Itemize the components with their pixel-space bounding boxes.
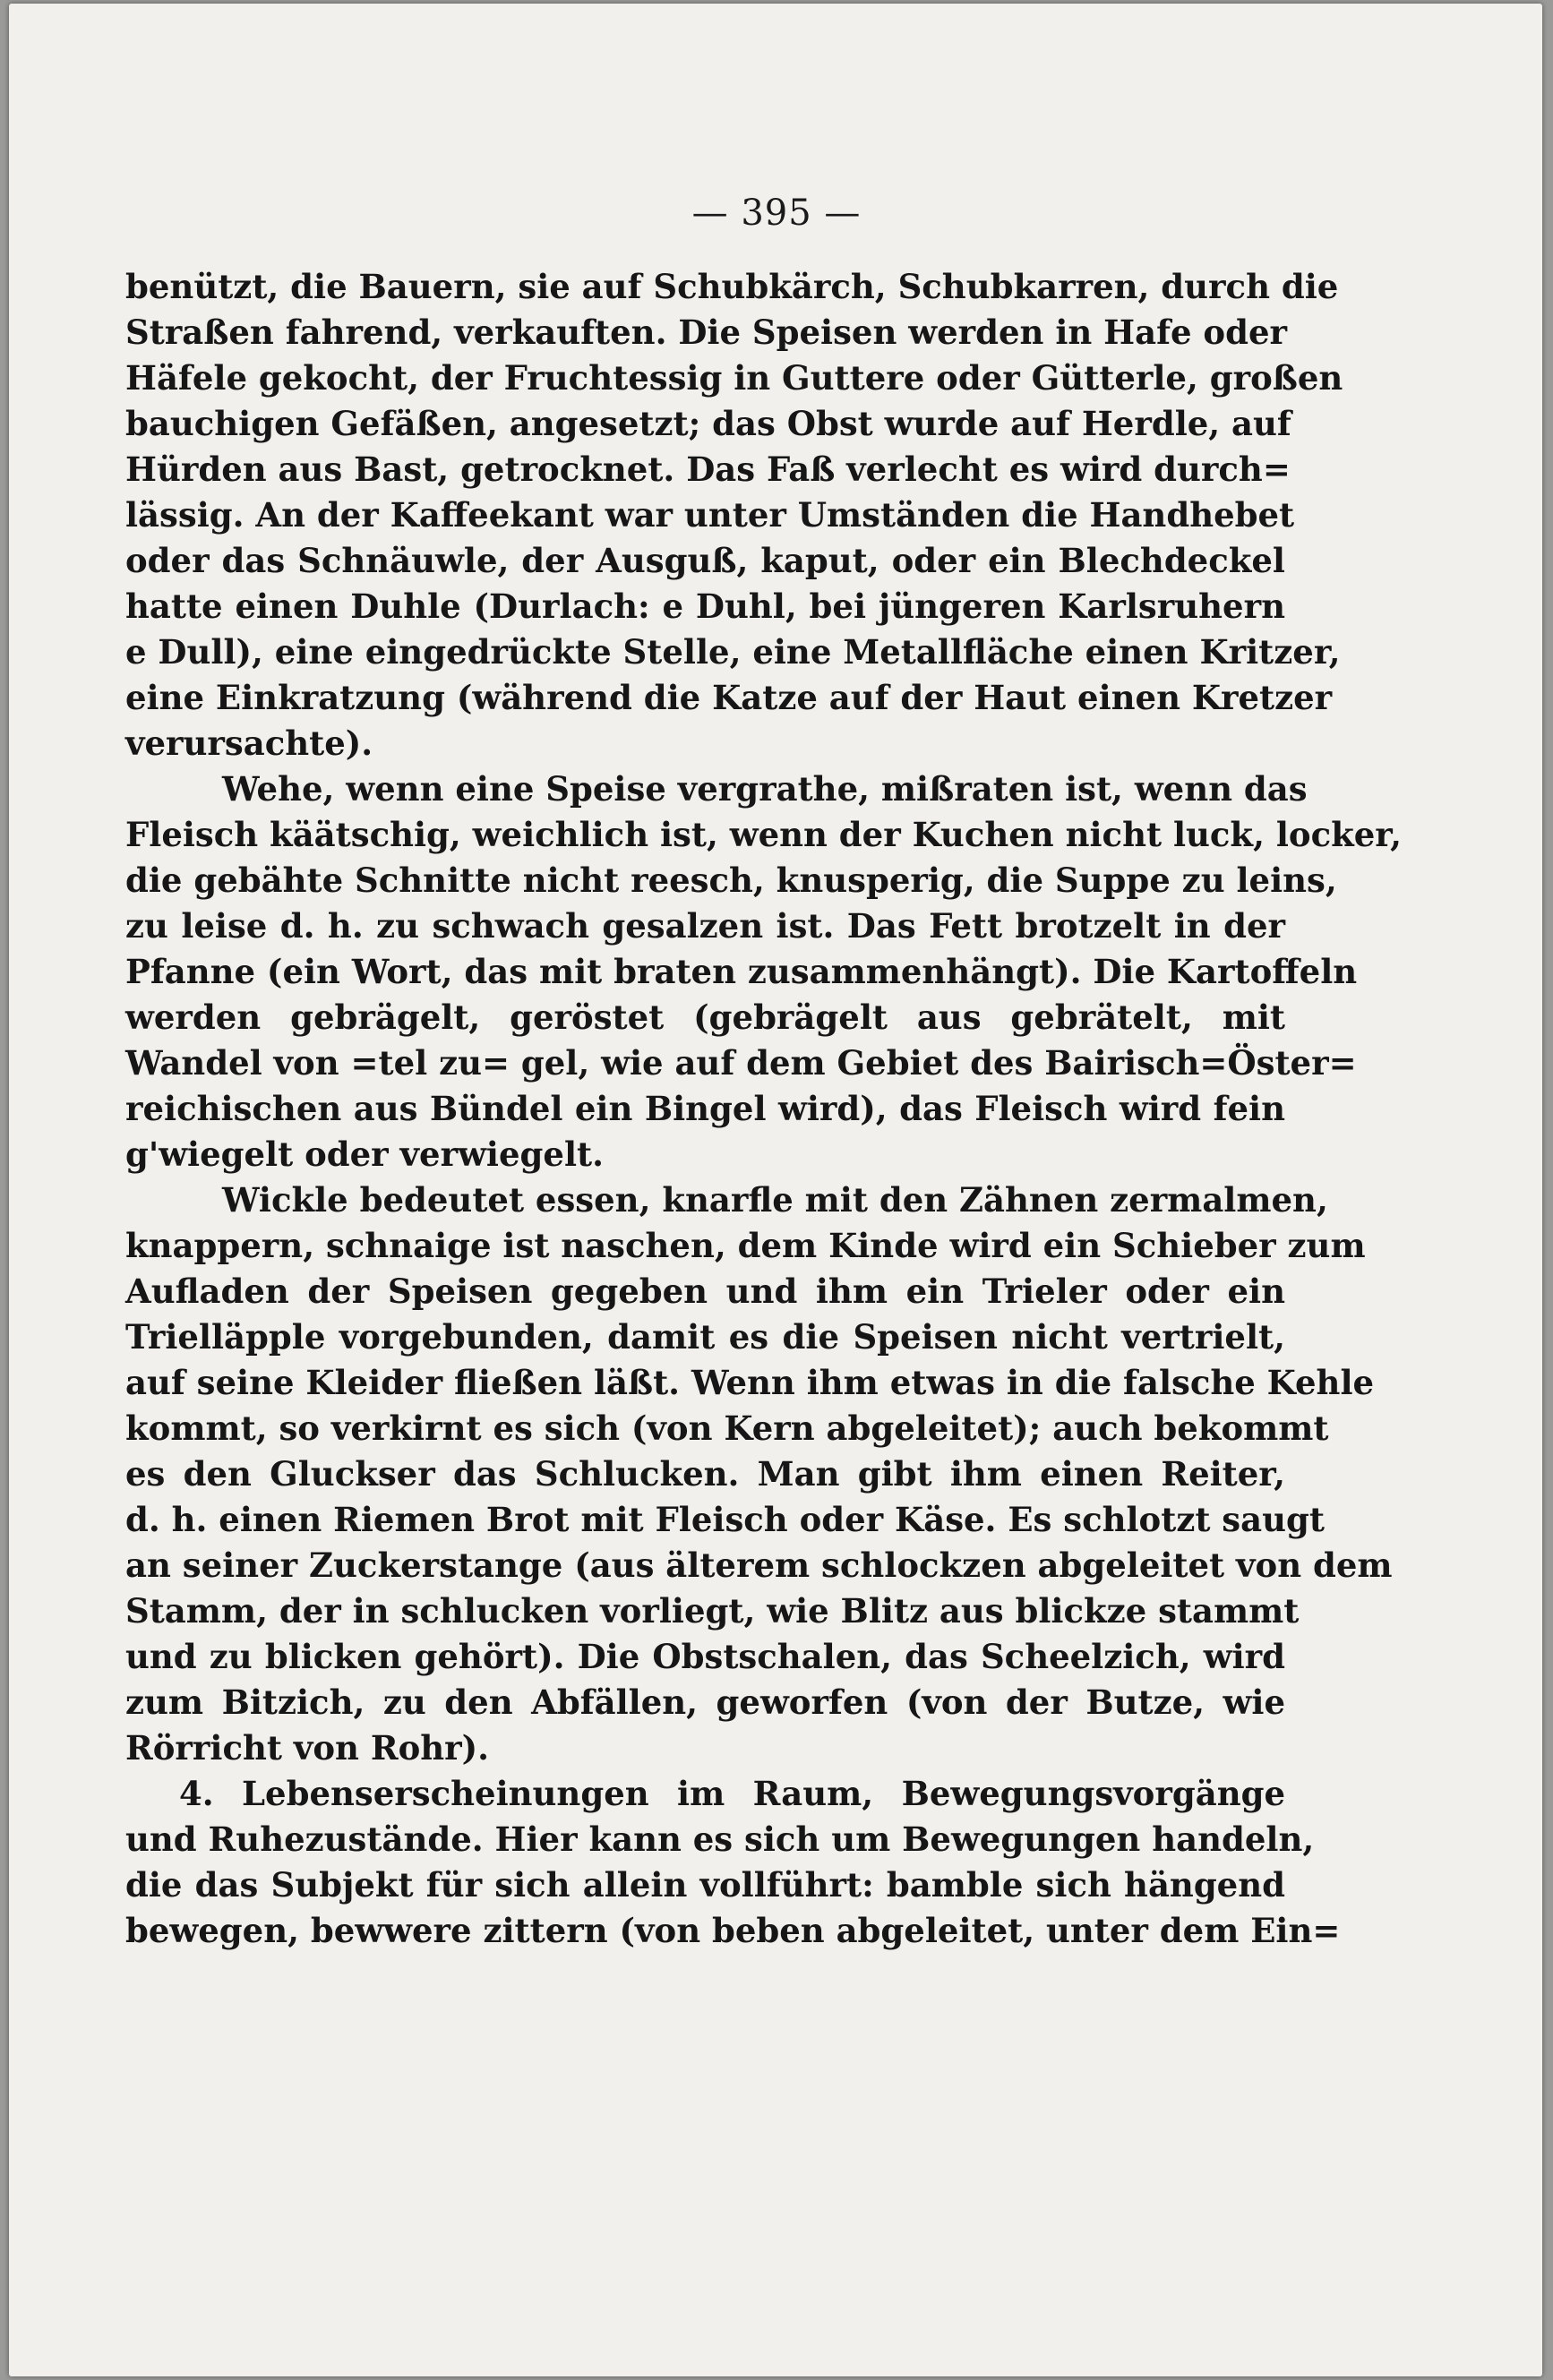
text-line: oder das Schnäuwle, der Ausguß, kaput, oder ein Blechdeckel [125,541,1285,580]
text-line: es den Gluckser das Schlucken. Man gibt ihm einen Reiter, [125,1454,1285,1494]
text-line: zu leise d. h. zu schwach gesalzen ist. Das Fett brotzelt in der [125,906,1285,946]
page-number: — 395 — [691,193,862,234]
text-line: die das Subjekt für sich allein vollführt: bamble sich hängend [125,1865,1285,1905]
text-line: verursachte). [125,723,373,763]
text-line: und Ruhezustände. Hier kann es sich um Bewegungen handeln, [125,1819,1315,1859]
paragraph-start-line: Wickle bedeutet essen, knarfle mit den Zähnen zermalmen, [222,1180,1328,1220]
text-line: Fleisch käätschig, weichlich ist, wenn der Kuchen nicht luck, locker, [125,815,1402,854]
text-line: benützt, die Bauern, sie auf Schubkärch, Schubkarren, durch die [125,267,1339,306]
text-line: d. h. einen Riemen Brot mit Fleisch oder Käse. Es schlotzt saugt [125,1500,1325,1539]
text-line: Trielläpple vorgebunden, damit es die Speisen nicht vertrielt, [125,1317,1285,1357]
text-line: die gebähte Schnitte nicht reesch, knusperig, die Suppe zu leins, [125,860,1337,900]
text-line: kommt, so verkirnt es sich (von Kern abgeleitet); auch bekommt [125,1408,1329,1448]
body-text [125,264,1402,1954]
text-line: Wandel von =tel zu= gel, wie auf dem Gebiet des Bairisch=Öster= [125,1043,1357,1083]
text-line: Aufladen der Speisen gegeben und ihm ein Trieler oder ein [125,1271,1285,1311]
section-heading-line: 4. Lebenserscheinungen im Raum, Bewegungsvorgänge [179,1774,1285,1813]
text-line: Häfele gekocht, der Fruchtessig in Guttere oder Gütterle, großen [125,358,1343,398]
text-line: lässig. An der Kaffeekant war unter Umständen die Handhebet [125,495,1295,535]
text-line: Straßen fahrend, verkauften. Die Speisen werden in Hafe oder [125,312,1288,352]
text-line: werden gebrägelt, geröstet (gebrägelt aus gebrätelt, mit [125,997,1285,1037]
text-line: knappern, schnaige ist naschen, dem Kinde wird ein Schieber zum [125,1226,1366,1265]
text-line: Rörricht von Rohr). [125,1728,490,1768]
text-line: Stamm, der in schlucken vorliegt, wie Blitz aus blickze stammt [125,1591,1300,1631]
text-line: und zu blicken gehört). Die Obstschalen, das Scheelzich, wird [125,1637,1285,1676]
text-line: e Dull), eine eingedrückte Stelle, eine Metallfläche einen Kritzer, [125,632,1341,672]
text-line: an seiner Zuckerstange (aus älterem schlockzen abgeleitet von dem [125,1545,1393,1585]
text-line: hatte einen Duhle (Durlach: e Duhl, bei jüngeren Karlsruhern [125,586,1285,626]
text-line: g'wiegelt oder verwiegelt. [125,1134,604,1174]
paragraph-start-line: Wehe, wenn eine Speise vergrathe, mißraten ist, wenn das [222,769,1308,809]
text-line: Hürden aus Bast, getrocknet. Das Faß verlecht es wird durch= [125,449,1291,489]
text-line: bauchigen Gefäßen, angesetzt; das Obst wurde auf Herdle, auf [125,404,1291,443]
text-line: auf seine Kleider fließen läßt. Wenn ihm etwas in die falsche Kehle [125,1363,1375,1402]
text-line: eine Einkratzung (während die Katze auf der Haut einen Kretzer [125,678,1333,717]
text-line: reichischen aus Bündel ein Bingel wird), das Fleisch wird fein [125,1089,1285,1128]
text-line: Pfanne (ein Wort, das mit braten zusammenhängt). Die Kartoffeln [125,952,1358,991]
text-line: bewegen, bewwere zittern (von beben abgeleitet, unter dem Ein= [125,1911,1341,1950]
text-line: zum Bitzich, zu den Abfällen, geworfen (von der Butze, wie [125,1682,1285,1722]
